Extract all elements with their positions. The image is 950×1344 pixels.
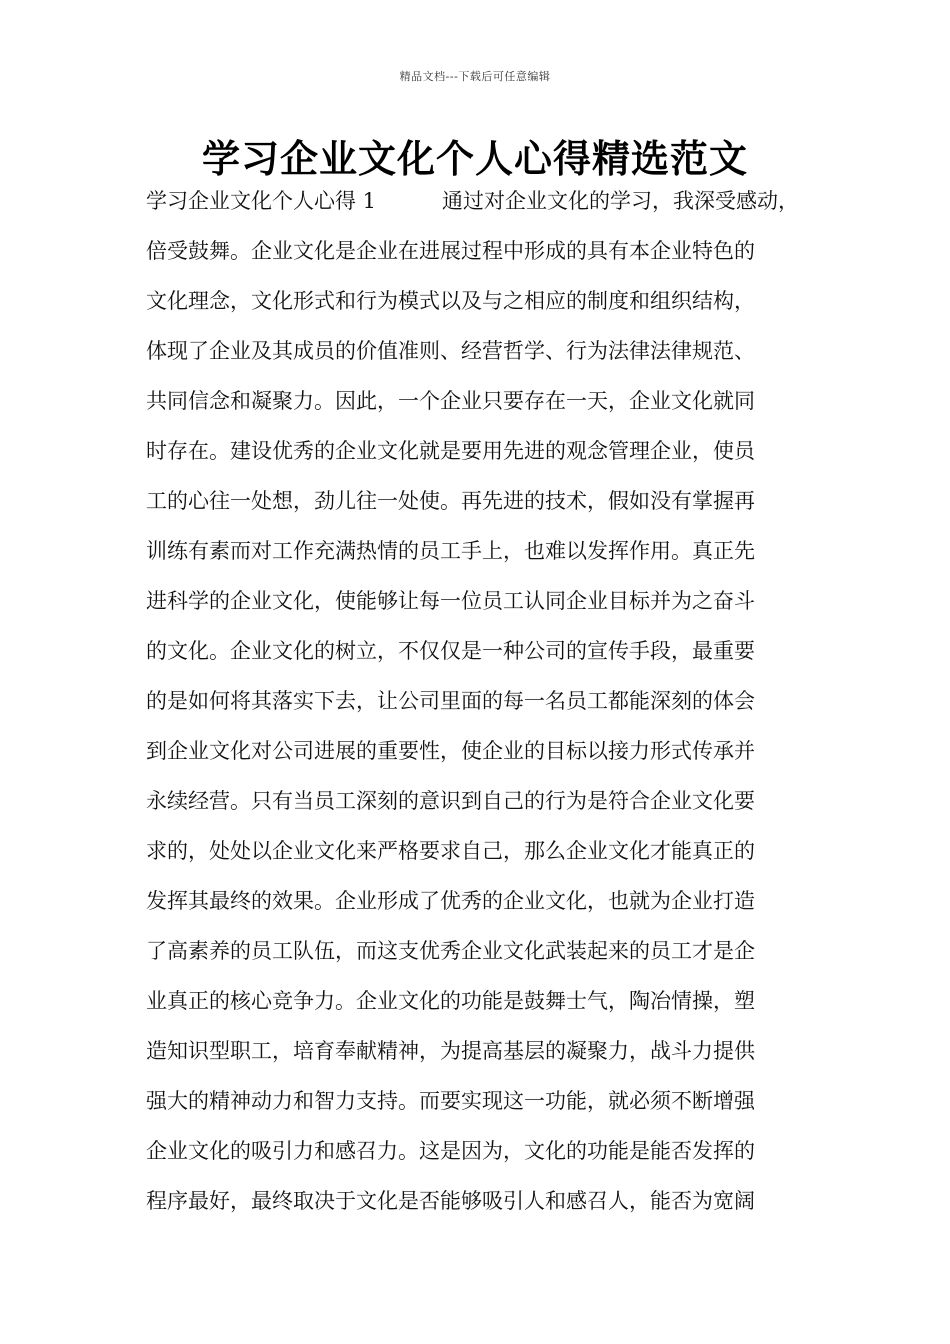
body-line: 体现了企业及其成员的价值准则、经营哲学、行为法律法律规范、	[146, 339, 755, 363]
body-line: 企业文化的吸引力和感召力。这是因为，文化的功能是能否发挥的	[146, 1139, 755, 1163]
body-line: 发挥其最终的效果。企业形成了优秀的企业文化，也就为企业打造	[146, 889, 755, 913]
body-line: 永续经营。只有当员工深刻的意识到自己的行为是符合企业文化要	[146, 789, 755, 813]
body-line: 时存在。建设优秀的企业文化就是要用先进的观念管理企业，使员	[146, 439, 755, 463]
body-line: 的文化。企业文化的树立，不仅仅是一种公司的宣传手段，最重要	[146, 639, 755, 663]
body-line: 共同信念和凝聚力。因此，一个企业只要存在一天，企业文化就同	[146, 389, 755, 413]
body-line: 训练有素而对工作充满热情的员工手上，也难以发挥作用。真正先	[146, 539, 755, 563]
body-line-text: 通过对企业文化的学习，我深受感动，	[442, 189, 799, 213]
body-line: 的是如何将其落实下去，让公司里面的每一名员工都能深刻的体会	[146, 689, 755, 713]
body-line-first	[146, 176, 812, 226]
body-line: 倍受鼓舞。企业文化是企业在进展过程中形成的具有本企业特色的	[146, 239, 755, 263]
body-line: 了高素养的员工队伍，而这支优秀企业文化武装起来的员工才是企	[146, 939, 755, 963]
body-line: 业真正的核心竞争力。企业文化的功能是鼓舞士气，陶冶情操，塑	[146, 989, 755, 1013]
body-line: 求的，处处以企业文化来严格要求自己，那么企业文化才能真正的	[146, 839, 755, 863]
body-line: 到企业文化对公司进展的重要性，使企业的目标以接力形式传承并	[146, 739, 755, 763]
body-line: 强大的精神动力和智力支持。而要实现这一功能，就必须不断增强	[146, 1089, 755, 1113]
body-line: 造知识型职工，培育奉献精神，为提高基层的凝聚力，战斗力提供	[146, 1039, 755, 1063]
body-line: 进科学的企业文化，使能够让每一位员工认同企业目标并为之奋斗	[146, 589, 755, 613]
body-line: 文化理念，文化形式和行为模式以及与之相应的制度和组织结构，	[146, 289, 755, 313]
header-note: 精品文档---下载后可任意编辑	[399, 70, 551, 83]
document-title: 学习企业文化个人心得精选范文	[201, 137, 748, 181]
body-line: 程序最好，最终取决于文化是否能够吸引人和感召人，能否为宽阔	[146, 1189, 755, 1213]
body-text	[146, 176, 812, 1226]
body-line: 工的心往一处想，劲儿往一处使。再先进的技术，假如没有掌握再	[146, 489, 755, 513]
section-subheading: 学习企业文化个人心得 1	[146, 189, 377, 213]
